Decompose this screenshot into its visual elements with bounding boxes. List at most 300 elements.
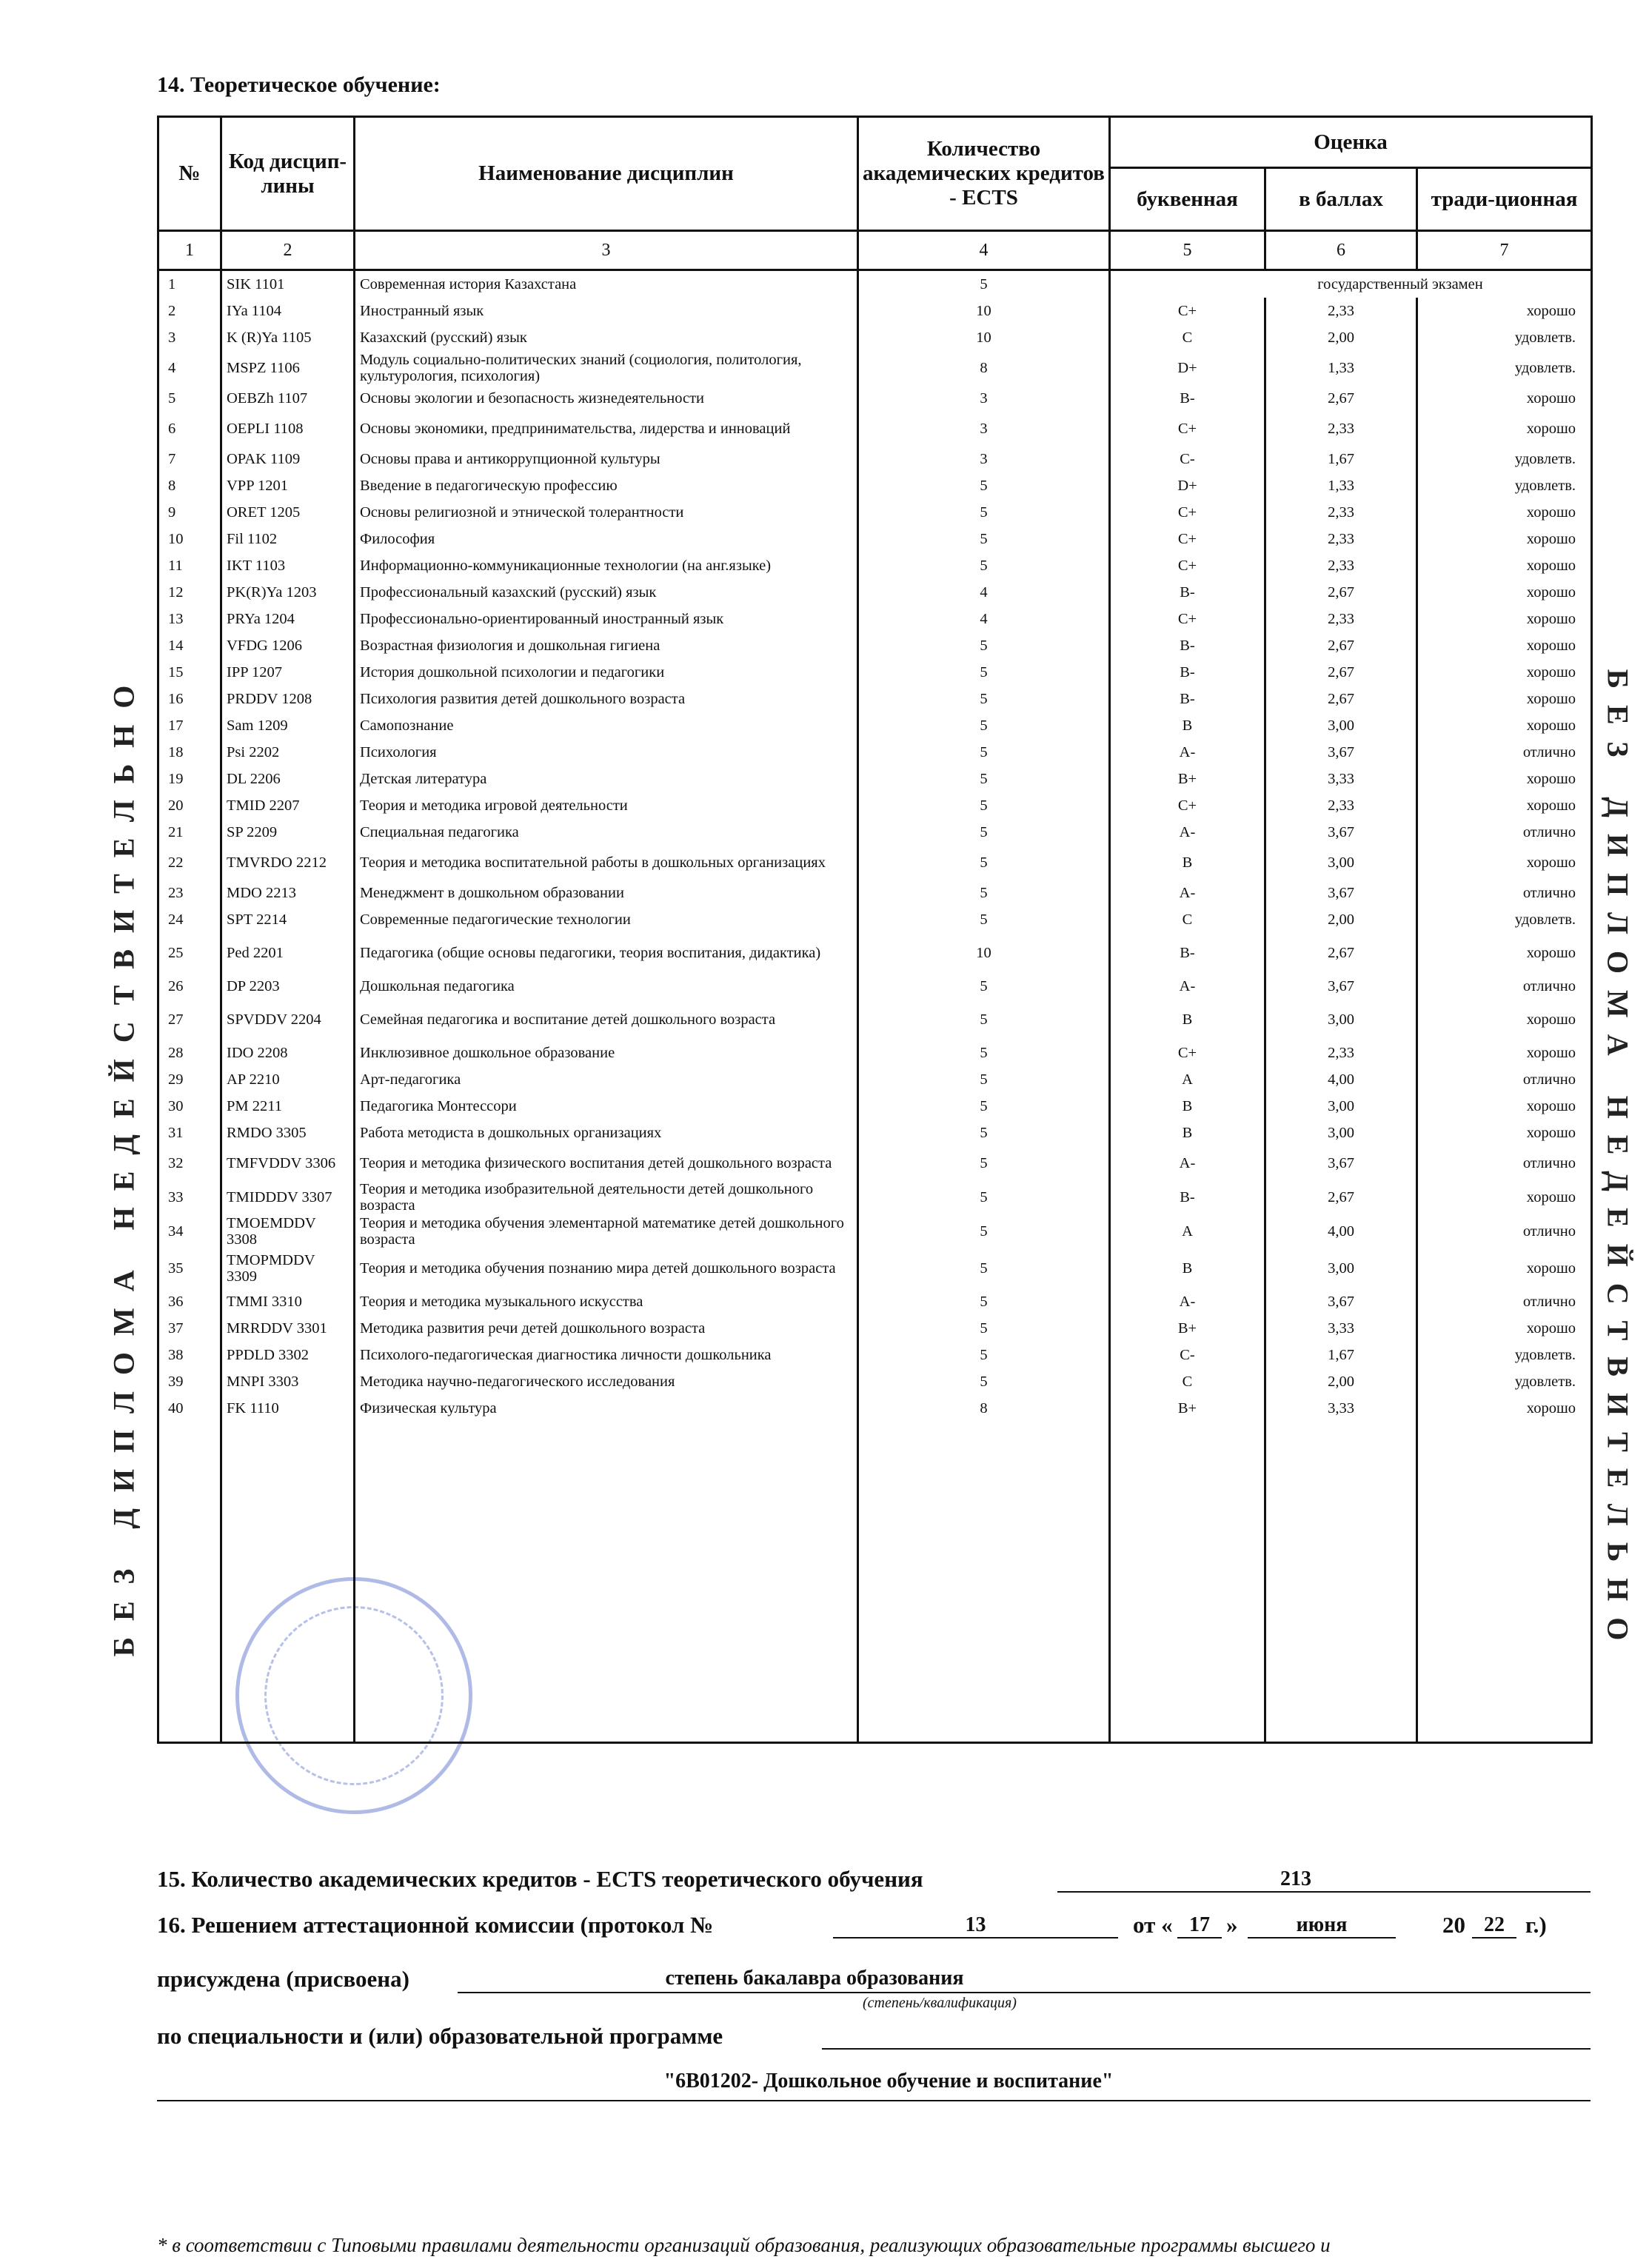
grade-points: 3,33 (1265, 1315, 1417, 1342)
traditional-grade: отлично (1417, 1066, 1592, 1093)
course-name: Возрастная физиология и дошкольная гигиена (355, 632, 858, 659)
credits-value: 5 (858, 270, 1110, 298)
traditional-grade: хорошо (1417, 933, 1592, 973)
month-value: июня (1296, 1913, 1348, 1936)
course-name: Семейная педагогика и воспитание детей дошкольного возраста (355, 1000, 858, 1040)
grade-points: 2,67 (1265, 686, 1417, 712)
row-number: 23 (158, 880, 221, 906)
credits-value: 5 (858, 973, 1110, 1000)
course-code: MDO 2213 (221, 880, 355, 906)
specialty-line (822, 2048, 1591, 2050)
credits-value: 5 (858, 659, 1110, 686)
traditional-grade: хорошо (1417, 606, 1592, 632)
course-code: VFDG 1206 (221, 632, 355, 659)
course-code: Fil 1102 (221, 526, 355, 552)
course-code: TMID 2207 (221, 792, 355, 819)
table-row (158, 1066, 1592, 1093)
course-code: FK 1110 (221, 1395, 355, 1422)
letter-grade: D+ (1110, 351, 1265, 385)
grade-points: 2,33 (1265, 526, 1417, 552)
course-name: Самопознание (355, 712, 858, 739)
letter-grade: C+ (1110, 526, 1265, 552)
letter-grade: A- (1110, 880, 1265, 906)
credits-value: 5 (858, 1040, 1110, 1066)
header-name: Наименование дисциплин (355, 117, 858, 231)
credits-value: 5 (858, 526, 1110, 552)
course-code: SP 2209 (221, 819, 355, 846)
letter-grade: C- (1110, 1342, 1265, 1368)
table-row (158, 1093, 1592, 1120)
letter-grade: B (1110, 1093, 1265, 1120)
course-code: SPVDDV 2204 (221, 1000, 355, 1040)
course-name: Инклюзивное дошкольное образование (355, 1040, 858, 1066)
course-name: Философия (355, 526, 858, 552)
course-code: K (R)Ya 1105 (221, 324, 355, 351)
credits-value: 4 (858, 579, 1110, 606)
year-line (1472, 1937, 1516, 1938)
traditional-grade: хорошо (1417, 632, 1592, 659)
course-name: Современные педагогические технологии (355, 906, 858, 933)
date-close-quote: » (1226, 1912, 1238, 1938)
grade-points: 3,00 (1265, 1120, 1417, 1146)
column-numbers-row (158, 231, 1592, 270)
grade-points: 3,00 (1265, 1248, 1417, 1288)
table-row (158, 1342, 1592, 1368)
course-code: AP 2210 (221, 1066, 355, 1093)
letter-grade: B- (1110, 686, 1265, 712)
letter-grade: B (1110, 712, 1265, 739)
letter-grade: B- (1110, 632, 1265, 659)
letter-grade: B+ (1110, 1315, 1265, 1342)
specialty-value-line (157, 2100, 1591, 2101)
letter-grade: B- (1110, 659, 1265, 686)
table-row (158, 499, 1592, 526)
course-name: Педагогика Монтессори (355, 1093, 858, 1120)
traditional-grade: хорошо (1417, 792, 1592, 819)
credits-value: 5 (858, 1214, 1110, 1248)
course-name: Физическая культура (355, 1395, 858, 1422)
letter-grade: B (1110, 846, 1265, 880)
table-row (158, 552, 1592, 579)
row-number: 11 (158, 552, 221, 579)
credits-value: 5 (858, 739, 1110, 766)
year-prefix: 20 (1442, 1912, 1465, 1938)
row-number: 36 (158, 1288, 221, 1315)
table-row (158, 1288, 1592, 1315)
credits-value: 3 (858, 446, 1110, 472)
row-number: 9 (158, 499, 221, 526)
row-number: 39 (158, 1368, 221, 1395)
grade-points: 2,67 (1265, 632, 1417, 659)
row-number: 8 (158, 472, 221, 499)
traditional-grade: хорошо (1417, 298, 1592, 324)
row-number: 37 (158, 1315, 221, 1342)
traditional-grade: хорошо (1417, 1000, 1592, 1040)
row-number: 28 (158, 1040, 221, 1066)
row-number: 32 (158, 1146, 221, 1180)
course-code: TMOEMDDV 3308 (221, 1214, 355, 1248)
credits-value: 5 (858, 686, 1110, 712)
table-row (158, 1120, 1592, 1146)
letter-grade: B- (1110, 579, 1265, 606)
date-from-label: от « (1133, 1912, 1173, 1938)
credits-value: 10 (858, 324, 1110, 351)
row-number: 31 (158, 1120, 221, 1146)
grade-points: 3,33 (1265, 1395, 1417, 1422)
section-14-title: 14. Теоретическое обучение: (157, 73, 441, 97)
course-name: Основы экологии и безопасность жизнедеятельности (355, 385, 858, 412)
course-name: Профессионально-ориентированный иностранный язык (355, 606, 858, 632)
grade-points: 3,67 (1265, 1146, 1417, 1180)
letter-grade: A- (1110, 973, 1265, 1000)
row-number: 30 (158, 1093, 221, 1120)
course-name: Основы религиозной и этнической толерантности (355, 499, 858, 526)
letter-grade: B- (1110, 1180, 1265, 1214)
grade-points: 3,33 (1265, 766, 1417, 792)
traditional-grade: хорошо (1417, 659, 1592, 686)
course-code: DP 2203 (221, 973, 355, 1000)
header-traditional: тради-ционная (1417, 168, 1592, 231)
course-name: Детская литература (355, 766, 858, 792)
credits-value: 8 (858, 1395, 1110, 1422)
table-row (158, 412, 1592, 446)
table-row (158, 298, 1592, 324)
traditional-grade: хорошо (1417, 552, 1592, 579)
course-code: IYa 1104 (221, 298, 355, 324)
section-15-value: 213 (1280, 1867, 1311, 1890)
course-code: ORET 1205 (221, 499, 355, 526)
grade-points: 2,33 (1265, 552, 1417, 579)
letter-grade: B- (1110, 385, 1265, 412)
grade-points: 2,33 (1265, 606, 1417, 632)
letter-grade: A- (1110, 819, 1265, 846)
empty-cell (1417, 1422, 1592, 1743)
protocol-line (833, 1937, 1118, 1938)
row-number: 35 (158, 1248, 221, 1288)
table-row (158, 973, 1592, 1000)
row-number: 10 (158, 526, 221, 552)
empty-cell (221, 1422, 355, 1743)
section-15-label: 15. Количество академических кредитов - ECTS теоретического обучения (157, 1866, 923, 1892)
table-row (158, 270, 1592, 298)
grade-points: 3,67 (1265, 739, 1417, 766)
credits-value: 5 (858, 1248, 1110, 1288)
table-row (158, 632, 1592, 659)
header-grade: Оценка (1110, 117, 1592, 168)
course-code: MNPI 3303 (221, 1368, 355, 1395)
traditional-grade: хорошо (1417, 412, 1592, 446)
course-name: Педагогика (общие основы педагогики, теория воспитания, дидактика) (355, 933, 858, 973)
row-number: 27 (158, 1000, 221, 1040)
header-letter: буквенная (1110, 168, 1265, 231)
table-row (158, 1395, 1592, 1422)
credits-value: 3 (858, 385, 1110, 412)
table-row (158, 906, 1592, 933)
specialty-value: "6В01202- Дошкольное обучение и воспитание" (663, 2070, 1114, 2093)
empty-cell (858, 1422, 1110, 1743)
row-number: 33 (158, 1180, 221, 1214)
table-row (158, 1040, 1592, 1066)
table-row (158, 686, 1592, 712)
credits-value: 8 (858, 351, 1110, 385)
grade-points: 2,00 (1265, 324, 1417, 351)
grade-points: 2,67 (1265, 385, 1417, 412)
grade-points: 3,00 (1265, 846, 1417, 880)
month-line (1248, 1937, 1396, 1938)
table-row (158, 1248, 1592, 1288)
course-code: TMMI 3310 (221, 1288, 355, 1315)
col-number: 3 (355, 231, 858, 270)
traditional-grade: удовлетв. (1417, 1368, 1592, 1395)
traditional-grade: отлично (1417, 880, 1592, 906)
course-name: Теория и методика музыкального искусства (355, 1288, 858, 1315)
course-name: Теория и методика обучения элементарной математике детей дошкольного возраста (355, 1214, 858, 1248)
credits-value: 5 (858, 1342, 1110, 1368)
traditional-grade: хорошо (1417, 526, 1592, 552)
course-code: TMFVDDV 3306 (221, 1146, 355, 1180)
credits-value: 3 (858, 412, 1110, 446)
course-name: Работа методиста в дошкольных организациях (355, 1120, 858, 1146)
grade-points: 2,67 (1265, 579, 1417, 606)
letter-grade: C (1110, 906, 1265, 933)
letter-grade: A- (1110, 1288, 1265, 1315)
course-code: IKT 1103 (221, 552, 355, 579)
row-number: 6 (158, 412, 221, 446)
course-name: Психология (355, 739, 858, 766)
table-row (158, 792, 1592, 819)
credits-value: 5 (858, 632, 1110, 659)
row-number: 7 (158, 446, 221, 472)
exam-note: государственный экзамен (1110, 270, 1592, 298)
course-name: Профессиональный казахский (русский) язык (355, 579, 858, 606)
course-name: Дошкольная педагогика (355, 973, 858, 1000)
table-row (158, 526, 1592, 552)
traditional-grade: хорошо (1417, 1040, 1592, 1066)
grade-points: 1,67 (1265, 446, 1417, 472)
grade-points: 4,00 (1265, 1214, 1417, 1248)
grade-points: 2,33 (1265, 1040, 1417, 1066)
table-row (158, 579, 1592, 606)
day-line (1177, 1937, 1222, 1938)
letter-grade: A- (1110, 739, 1265, 766)
traditional-grade: хорошо (1417, 579, 1592, 606)
table-row (158, 933, 1592, 973)
course-code: PPDLD 3302 (221, 1342, 355, 1368)
grade-points: 3,67 (1265, 1288, 1417, 1315)
grade-points: 3,00 (1265, 1093, 1417, 1120)
course-name: Психология развития детей дошкольного возраста (355, 686, 858, 712)
credits-value: 5 (858, 792, 1110, 819)
credits-value: 5 (858, 499, 1110, 526)
awarded-line (458, 1992, 1591, 1993)
letter-grade: C- (1110, 446, 1265, 472)
letter-grade: C+ (1110, 499, 1265, 526)
traditional-grade: хорошо (1417, 1315, 1592, 1342)
empty-cell (158, 1422, 221, 1743)
col-number: 5 (1110, 231, 1265, 270)
col-number: 6 (1265, 231, 1417, 270)
row-number: 18 (158, 739, 221, 766)
letter-grade: B (1110, 1000, 1265, 1040)
traditional-grade: хорошо (1417, 1395, 1592, 1422)
row-number: 2 (158, 298, 221, 324)
table-row (158, 659, 1592, 686)
row-number: 29 (158, 1066, 221, 1093)
traditional-grade: отлично (1417, 1146, 1592, 1180)
col-number: 1 (158, 231, 221, 270)
awarded-caption: (степень/квалификация) (863, 1995, 1017, 2011)
header-num: № (158, 117, 221, 231)
grade-points: 4,00 (1265, 1066, 1417, 1093)
credits-value: 5 (858, 712, 1110, 739)
traditional-grade: хорошо (1417, 712, 1592, 739)
traditional-grade: хорошо (1417, 766, 1592, 792)
letter-grade: C+ (1110, 792, 1265, 819)
credits-value: 5 (858, 1066, 1110, 1093)
grade-points: 3,00 (1265, 1000, 1417, 1040)
course-code: TMOPMDDV 3309 (221, 1248, 355, 1288)
grade-points: 2,33 (1265, 792, 1417, 819)
letter-grade: C+ (1110, 552, 1265, 579)
row-number: 3 (158, 324, 221, 351)
row-number: 16 (158, 686, 221, 712)
traditional-grade: удовлетв. (1417, 906, 1592, 933)
traditional-grade: хорошо (1417, 686, 1592, 712)
traditional-grade: хорошо (1417, 1120, 1592, 1146)
credits-value: 5 (858, 472, 1110, 499)
grade-points: 2,33 (1265, 499, 1417, 526)
credits-value: 5 (858, 880, 1110, 906)
course-code: MSPZ 1106 (221, 351, 355, 385)
letter-grade: B (1110, 1120, 1265, 1146)
course-name: Теория и методика обучения познанию мира детей дошкольного возраста (355, 1248, 858, 1288)
grade-points: 1,67 (1265, 1342, 1417, 1368)
protocol-number: 13 (965, 1913, 986, 1936)
grades-table (157, 116, 1593, 1744)
letter-grade: C (1110, 324, 1265, 351)
credits-value: 5 (858, 1000, 1110, 1040)
empty-cell (355, 1422, 858, 1743)
row-number: 22 (158, 846, 221, 880)
course-name: Арт-педагогика (355, 1066, 858, 1093)
table-row (158, 385, 1592, 412)
course-name: Модуль социально-политических знаний (социология, политология, культурология, психология) (355, 351, 858, 385)
row-number: 20 (158, 792, 221, 819)
course-name: Теория и методика изобразительной деятельности детей дошкольного возраста (355, 1180, 858, 1214)
letter-grade: A (1110, 1066, 1265, 1093)
table-empty-space (158, 1422, 1592, 1743)
row-number: 1 (158, 270, 221, 298)
course-name: Современная история Казахстана (355, 270, 858, 298)
letter-grade: B- (1110, 933, 1265, 973)
course-name: Теория и методика физического воспитания детей дошкольного возраста (355, 1146, 858, 1180)
table-row (158, 739, 1592, 766)
letter-grade: C+ (1110, 298, 1265, 324)
empty-cell (1110, 1422, 1265, 1743)
grade-points: 2,67 (1265, 933, 1417, 973)
row-number: 40 (158, 1395, 221, 1422)
left-side-watermark: БЕЗ ДИПЛОМА НЕДЕЙСТВИТЕЛЬНО (107, 669, 141, 1656)
traditional-grade: хорошо (1417, 385, 1592, 412)
course-code: PRYa 1204 (221, 606, 355, 632)
course-code: TMIDDDV 3307 (221, 1180, 355, 1214)
traditional-grade: хорошо (1417, 1248, 1592, 1288)
row-number: 4 (158, 351, 221, 385)
course-name: Основы экономики, предпринимательства, лидерства и инноваций (355, 412, 858, 446)
traditional-grade: хорошо (1417, 1093, 1592, 1120)
row-number: 25 (158, 933, 221, 973)
credits-value: 5 (858, 819, 1110, 846)
grade-points: 1,33 (1265, 472, 1417, 499)
letter-grade: C+ (1110, 412, 1265, 446)
credits-value: 5 (858, 846, 1110, 880)
grade-points: 2,33 (1265, 412, 1417, 446)
row-number: 14 (158, 632, 221, 659)
course-name: Методика научно-педагогического исследования (355, 1368, 858, 1395)
course-code: IPP 1207 (221, 659, 355, 686)
course-code: SPT 2214 (221, 906, 355, 933)
right-side-watermark: БЕЗ ДИПЛОМА НЕДЕЙСТВИТЕЛЬНО (1601, 669, 1635, 1656)
table-row (158, 766, 1592, 792)
section-16-label: 16. Решением аттестационной комиссии (протокол № (157, 1912, 714, 1938)
table-row (158, 819, 1592, 846)
traditional-grade: отлично (1417, 739, 1592, 766)
header-code: Код дисцип-лины (221, 117, 355, 231)
course-name: Введение в педагогическую профессию (355, 472, 858, 499)
letter-grade: A- (1110, 1146, 1265, 1180)
table-row (158, 324, 1592, 351)
course-name: История дошкольной психологии и педагогики (355, 659, 858, 686)
credits-value: 5 (858, 1146, 1110, 1180)
row-number: 19 (158, 766, 221, 792)
awarded-label: присуждена (присвоена) (157, 1966, 409, 1992)
credits-value: 5 (858, 1093, 1110, 1120)
letter-grade: B+ (1110, 766, 1265, 792)
traditional-grade: отлично (1417, 1214, 1592, 1248)
course-name: Психолого-педагогическая диагностика личности дошкольника (355, 1342, 858, 1368)
traditional-grade: удовлетв. (1417, 472, 1592, 499)
grade-points: 2,00 (1265, 906, 1417, 933)
course-code: PM 2211 (221, 1093, 355, 1120)
table-row (158, 846, 1592, 880)
row-number: 17 (158, 712, 221, 739)
grade-points: 2,00 (1265, 1368, 1417, 1395)
letter-grade: C+ (1110, 1040, 1265, 1066)
course-code: RMDO 3305 (221, 1120, 355, 1146)
row-number: 26 (158, 973, 221, 1000)
header-points: в баллах (1265, 168, 1417, 231)
credits-value: 5 (858, 1120, 1110, 1146)
letter-grade: B (1110, 1248, 1265, 1288)
course-name: Методика развития речи детей дошкольного возраста (355, 1315, 858, 1342)
year-suffix: г.) (1525, 1912, 1547, 1938)
traditional-grade: отлично (1417, 819, 1592, 846)
traditional-grade: хорошо (1417, 1180, 1592, 1214)
traditional-grade: удовлетв. (1417, 351, 1592, 385)
section-15-line (1057, 1891, 1591, 1893)
credits-value: 5 (858, 906, 1110, 933)
traditional-grade: хорошо (1417, 846, 1592, 880)
grade-points: 3,67 (1265, 819, 1417, 846)
traditional-grade: отлично (1417, 973, 1592, 1000)
course-name: Теория и методика игровой деятельности (355, 792, 858, 819)
col-number: 7 (1417, 231, 1592, 270)
year-value: 22 (1484, 1913, 1505, 1936)
table-row (158, 1146, 1592, 1180)
credits-value: 5 (858, 766, 1110, 792)
grade-points: 1,33 (1265, 351, 1417, 385)
traditional-grade: хорошо (1417, 499, 1592, 526)
